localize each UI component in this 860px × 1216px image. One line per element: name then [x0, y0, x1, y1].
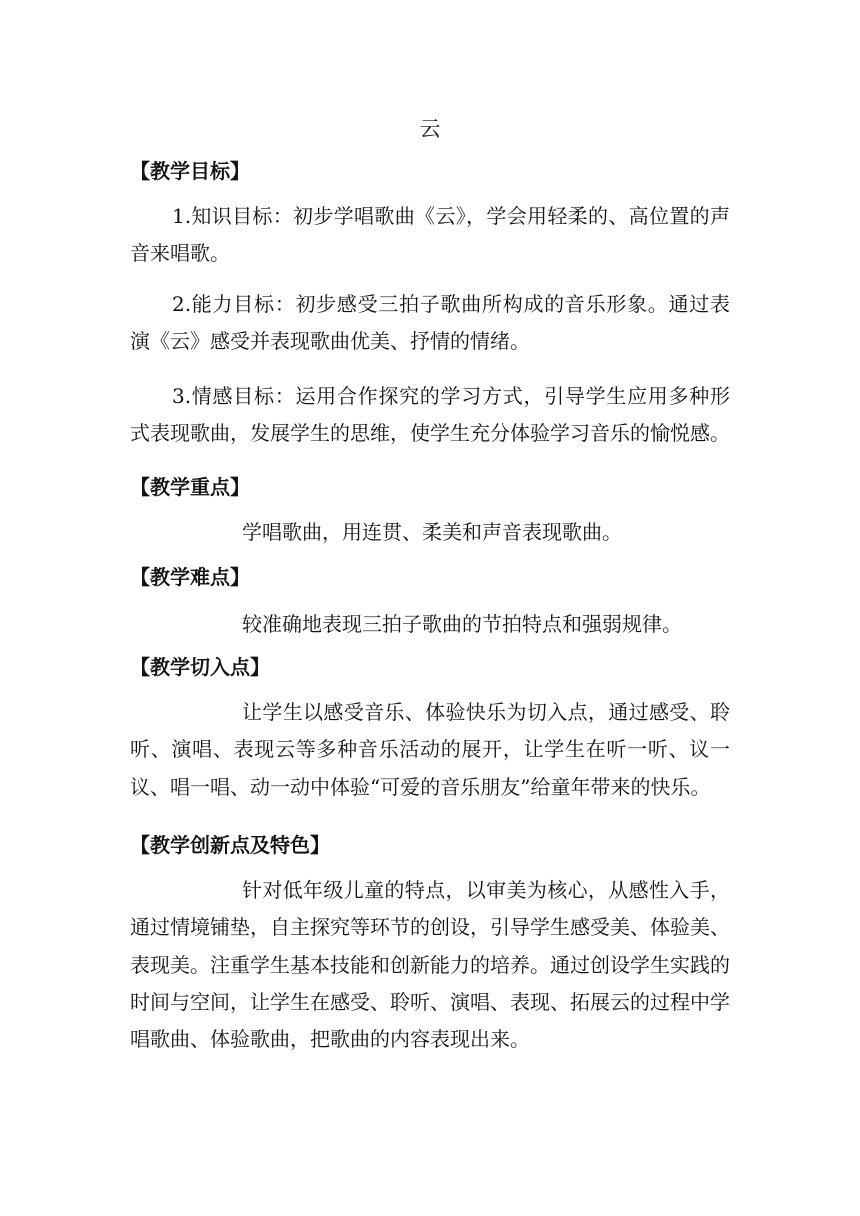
heading-teaching-difficulty: 【教学难点】	[130, 565, 250, 589]
objective-emotion: 3.情感目标：运用合作探究的学习方式，引导学生应用多种形式表现歌曲，发展学生的思维，使学生充分体验学习音乐的愉悦感。	[130, 384, 730, 446]
heading-innovation-features: 【教学创新点及特色】	[130, 833, 330, 857]
teaching-difficulty-text: 较准确地表现三拍子歌曲的节拍特点和强弱规律。	[242, 612, 682, 636]
objective-knowledge: 1.知识目标：初步学唱歌曲《云》，学会用轻柔的、高位置的声音来唱歌。	[130, 204, 730, 266]
entry-point-text: 让学生以感受音乐、体验快乐为切入点，通过感受、聆听、演唱、表现云等多种音乐活动的展开，让学生在听一听、议一议、唱一唱、动一动中体验“可爱的音乐朋友”给童年带来的快乐。	[130, 700, 730, 799]
innovation-features-text: 针对低年级儿童的特点，以审美为核心，从感性入手，通过情境铺垫，自主探究等环节的创设，引导学生感受美、体验美、表现美。注重学生基本技能和创新能力的培养。通过创设学生实践的时间与空间，让学生在感受、聆听、演唱、表现、拓展云的过程中学唱歌曲、体验歌曲，把歌曲的内容表现出来。	[130, 878, 730, 1052]
heading-entry-point: 【教学切入点】	[130, 655, 270, 679]
document-title: 云	[419, 117, 441, 141]
teaching-focus-text: 学唱歌曲，用连贯、柔美和声音表现歌曲。	[242, 520, 622, 544]
objective-ability: 2.能力目标：初步感受三拍子歌曲所构成的音乐形象。通过表演《云》感受并表现歌曲优美、抒情的情绪。	[130, 292, 730, 354]
heading-teaching-focus: 【教学重点】	[130, 475, 250, 499]
heading-teaching-objectives: 【教学目标】	[130, 159, 250, 183]
